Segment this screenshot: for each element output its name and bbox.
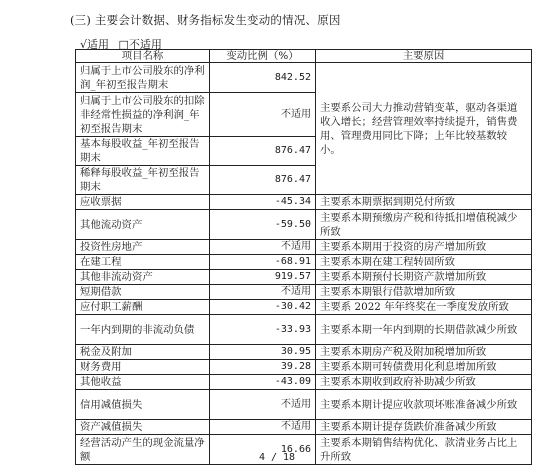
row-ratio: 30.95 bbox=[210, 345, 316, 360]
row-item: 税金及附加 bbox=[76, 345, 210, 360]
row-item: 稀释每股收益_年初至报告期末 bbox=[76, 166, 210, 195]
row-ratio: -59.50 bbox=[210, 210, 316, 240]
table-row bbox=[76, 195, 532, 210]
row-ratio: 不适用 bbox=[210, 93, 316, 137]
row-item: 财务费用 bbox=[76, 360, 210, 375]
page-number: 4 / 18 bbox=[258, 452, 296, 463]
row-item: 应付职工薪酬 bbox=[76, 300, 210, 315]
row-ratio: -30.42 bbox=[210, 300, 316, 315]
row-item: 基本每股收益_年初至报告期末 bbox=[76, 137, 210, 166]
row-item: 一年内到期的非流动负债 bbox=[76, 315, 210, 345]
row-ratio: 919.57 bbox=[210, 270, 316, 285]
row-item: 经营活动产生的现金流量净额 bbox=[76, 435, 210, 465]
table-row bbox=[76, 420, 532, 435]
merged-reason: 主要系公司大力推动营销变革，驱动各渠道收入增长；经营管理效率持续提升，销售费用、管理费用同比下降；上年比较基数较小。 bbox=[316, 63, 532, 195]
row-reason: 主要系本期收到政府补助减少所致 bbox=[316, 375, 532, 390]
table-row bbox=[76, 345, 532, 360]
row-item: 资产减值损失 bbox=[76, 420, 210, 435]
row-reason: 主要系 2022 年年终奖在一季度发放所致 bbox=[316, 300, 532, 315]
row-item: 在建工程 bbox=[76, 255, 210, 270]
table-row bbox=[76, 300, 532, 315]
table-row bbox=[76, 285, 532, 300]
row-ratio: 39.28 bbox=[210, 360, 316, 375]
change-table bbox=[75, 49, 532, 465]
row-item: 投资性房地产 bbox=[76, 240, 210, 255]
table-row bbox=[76, 63, 532, 93]
row-item: 其他非流动资产 bbox=[76, 270, 210, 285]
row-item: 其他收益 bbox=[76, 375, 210, 390]
row-ratio: 16.66 bbox=[210, 435, 316, 465]
header-change-ratio: 变动比例（%） bbox=[210, 50, 316, 63]
row-ratio: 876.47 bbox=[210, 137, 316, 166]
row-item: 应收票据 bbox=[76, 195, 210, 210]
row-item: 其他流动资产 bbox=[76, 210, 210, 240]
row-ratio: 不适用 bbox=[210, 390, 316, 420]
table-row bbox=[76, 270, 532, 285]
table-row bbox=[76, 255, 532, 270]
row-reason: 主要系本期用于投资的房产增加所致 bbox=[316, 240, 532, 255]
row-item: 短期借款 bbox=[76, 285, 210, 300]
section-title: (三) 主要会计数据、财务指标发生变动的情况、原因 bbox=[70, 13, 341, 27]
row-ratio: -45.34 bbox=[210, 195, 316, 210]
row-item: 归属于上市公司股东的净利润_年初至报告期末 bbox=[76, 63, 210, 93]
row-reason: 主要系本期预付长期资产款增加所致 bbox=[316, 270, 532, 285]
row-reason: 主要系本期在建工程转固所致 bbox=[316, 255, 532, 270]
row-reason: 主要系本期可转债费用化利息增加所致 bbox=[316, 360, 532, 375]
table-row bbox=[76, 390, 532, 420]
table-row bbox=[76, 240, 532, 255]
row-ratio: 不适用 bbox=[210, 285, 316, 300]
table-header-row bbox=[76, 50, 532, 63]
row-reason: 主要系本期银行借款增加所致 bbox=[316, 285, 532, 300]
row-reason: 主要系本期房产税及附加税增加所致 bbox=[316, 345, 532, 360]
row-reason: 主要系本期一年内到期的长期借款减少所致 bbox=[316, 315, 532, 345]
row-ratio: -33.93 bbox=[210, 315, 316, 345]
row-ratio: -68.91 bbox=[210, 255, 316, 270]
row-reason: 主要系本期计提存货跌价准备减少所致 bbox=[316, 420, 532, 435]
row-item: 信用减值损失 bbox=[76, 390, 210, 420]
row-ratio: -43.09 bbox=[210, 375, 316, 390]
row-reason: 主要系本期票据到期兑付所致 bbox=[316, 195, 532, 210]
table-row bbox=[76, 210, 532, 240]
not-applicable-option: □不适用 bbox=[118, 38, 162, 51]
row-reason: 主要系本期预缴房产税和待抵扣增值税减少所致 bbox=[316, 210, 532, 240]
table-row bbox=[76, 315, 532, 345]
row-ratio: 不适用 bbox=[210, 420, 316, 435]
header-main-reason: 主要原因 bbox=[316, 50, 532, 63]
row-ratio: 不适用 bbox=[210, 240, 316, 255]
table-row bbox=[76, 360, 532, 375]
row-ratio: 842.52 bbox=[210, 63, 316, 93]
row-item: 归属于上市公司股东的扣除非经常性损益的净利润_年初至报告期末 bbox=[76, 93, 210, 137]
table-row bbox=[76, 375, 532, 390]
row-reason: 主要系本期计提应收款项坏账准备减少所致 bbox=[316, 390, 532, 420]
row-reason: 主要系本期销售结构优化、款清业务占比上升所致 bbox=[316, 435, 532, 465]
row-ratio: 876.47 bbox=[210, 166, 316, 195]
header-item-name: 项目名称 bbox=[76, 50, 210, 63]
applicable-option: √适用 bbox=[80, 38, 110, 51]
